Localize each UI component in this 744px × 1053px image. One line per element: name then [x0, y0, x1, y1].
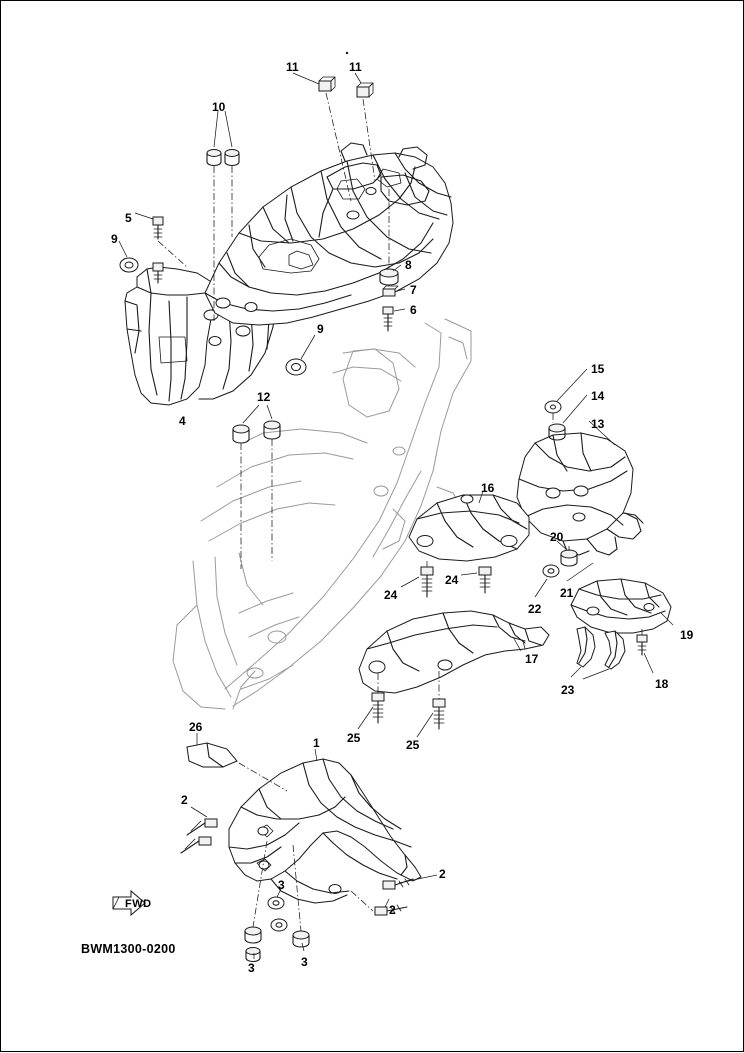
callout-7: 7 [410, 283, 417, 297]
fwd-direction-label: FWD [125, 898, 152, 910]
callout-13: 13 [591, 417, 605, 431]
callout-17: 17 [525, 652, 539, 666]
callout-2-b: 2 [439, 867, 446, 881]
callout-2-a: 2 [181, 793, 188, 807]
callout-20: 20 [550, 530, 564, 544]
exploded-parts-illustration [1, 1, 744, 1053]
callout-25-b: 25 [406, 738, 420, 752]
callout-26: 26 [189, 720, 203, 734]
callout-23: 23 [561, 683, 575, 697]
callout-11-b: 11 [349, 60, 362, 74]
part-16-bracket [409, 491, 529, 561]
callout-24-b: 24 [445, 573, 459, 587]
callout-1: 1 [313, 736, 320, 750]
callout-15: 15 [591, 362, 605, 376]
callout-25-a: 25 [347, 731, 361, 745]
callout-19: 19 [680, 628, 694, 642]
callout-9-b: 9 [317, 322, 324, 336]
callout-4: 4 [179, 414, 186, 428]
callout-22: 22 [528, 602, 542, 616]
part-17-lower-bracket [359, 611, 549, 693]
diagram-part-number: BWM1300-0200 [81, 942, 176, 956]
part-main-rear-body [205, 143, 453, 325]
callout-12: 12 [257, 390, 271, 404]
callout-3-a: 3 [278, 878, 285, 892]
callout-9-a: 9 [111, 232, 118, 246]
callout-3-b: 3 [248, 961, 255, 975]
callout-6: 6 [410, 303, 417, 317]
callout-2-c: 2 [389, 903, 396, 917]
callout-5: 5 [125, 211, 132, 225]
callout-8: 8 [405, 258, 412, 272]
part-1-front-fender [229, 749, 421, 903]
part-23-clips [571, 627, 625, 679]
callout-10: 10 [212, 100, 226, 114]
callout-14: 14 [591, 389, 605, 403]
callout-3-c: 3 [301, 955, 308, 969]
part-12-grommets [233, 405, 280, 569]
callout-24-a: 24 [384, 588, 398, 602]
part-13-tail-cover [517, 369, 643, 555]
callout-18: 18 [655, 677, 669, 691]
callout-21: 21 [560, 586, 574, 600]
callout-11-a: 11 [286, 60, 299, 74]
callout-16: 16 [481, 481, 495, 495]
